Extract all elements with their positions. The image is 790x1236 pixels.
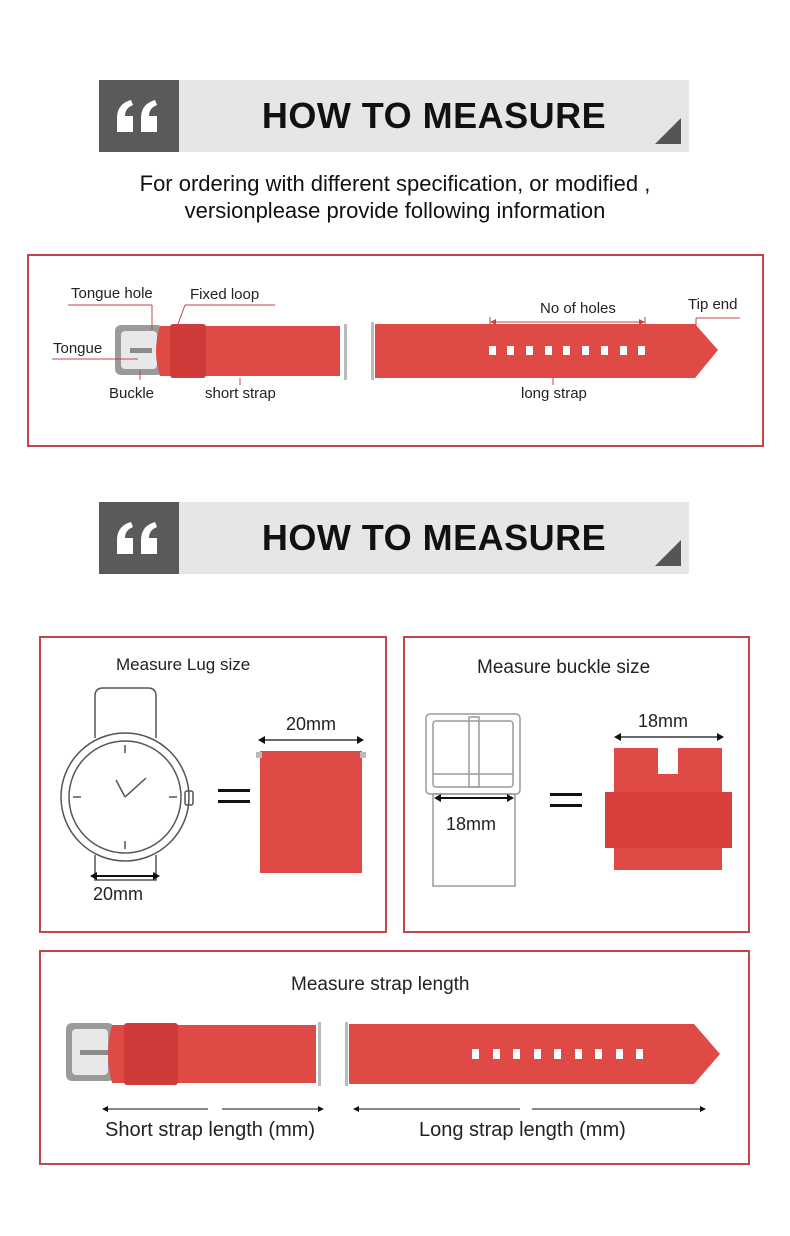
label-no-of-holes: No of holes xyxy=(540,300,616,317)
long-strap-length-label: Long strap length (mm) xyxy=(419,1119,626,1141)
banner-title: HOW TO MEASURE xyxy=(261,517,607,558)
buckle-strap-width-label: 18mm xyxy=(638,711,689,731)
label-tongue: Tongue xyxy=(53,340,103,357)
buckle-size-title: Measure buckle size xyxy=(477,657,651,678)
label-short-strap: short strap xyxy=(205,385,276,402)
lug-strap-width-label: 20mm xyxy=(286,714,337,734)
short-strap-length-label: Short strap length (mm) xyxy=(105,1119,316,1141)
buckle-width-label: 18mm xyxy=(446,814,497,834)
subtitle-line-2: versionplease provide following information xyxy=(184,198,606,223)
lug-size-title: Measure Lug size xyxy=(116,655,251,674)
label-tongue-hole: Tongue hole xyxy=(71,285,153,302)
label-buckle: Buckle xyxy=(109,385,155,402)
subtitle-line-1: For ordering with different specification, or modified , xyxy=(139,171,651,196)
lug-watch-width-label: 20mm xyxy=(93,884,144,904)
label-fixed-loop: Fixed loop xyxy=(190,286,260,303)
label-tip-end: Tip end xyxy=(688,296,738,313)
banner-title: HOW TO MEASURE xyxy=(261,95,607,136)
strap-length-title: Measure strap length xyxy=(291,974,470,995)
label-long-strap: long strap xyxy=(521,385,587,402)
